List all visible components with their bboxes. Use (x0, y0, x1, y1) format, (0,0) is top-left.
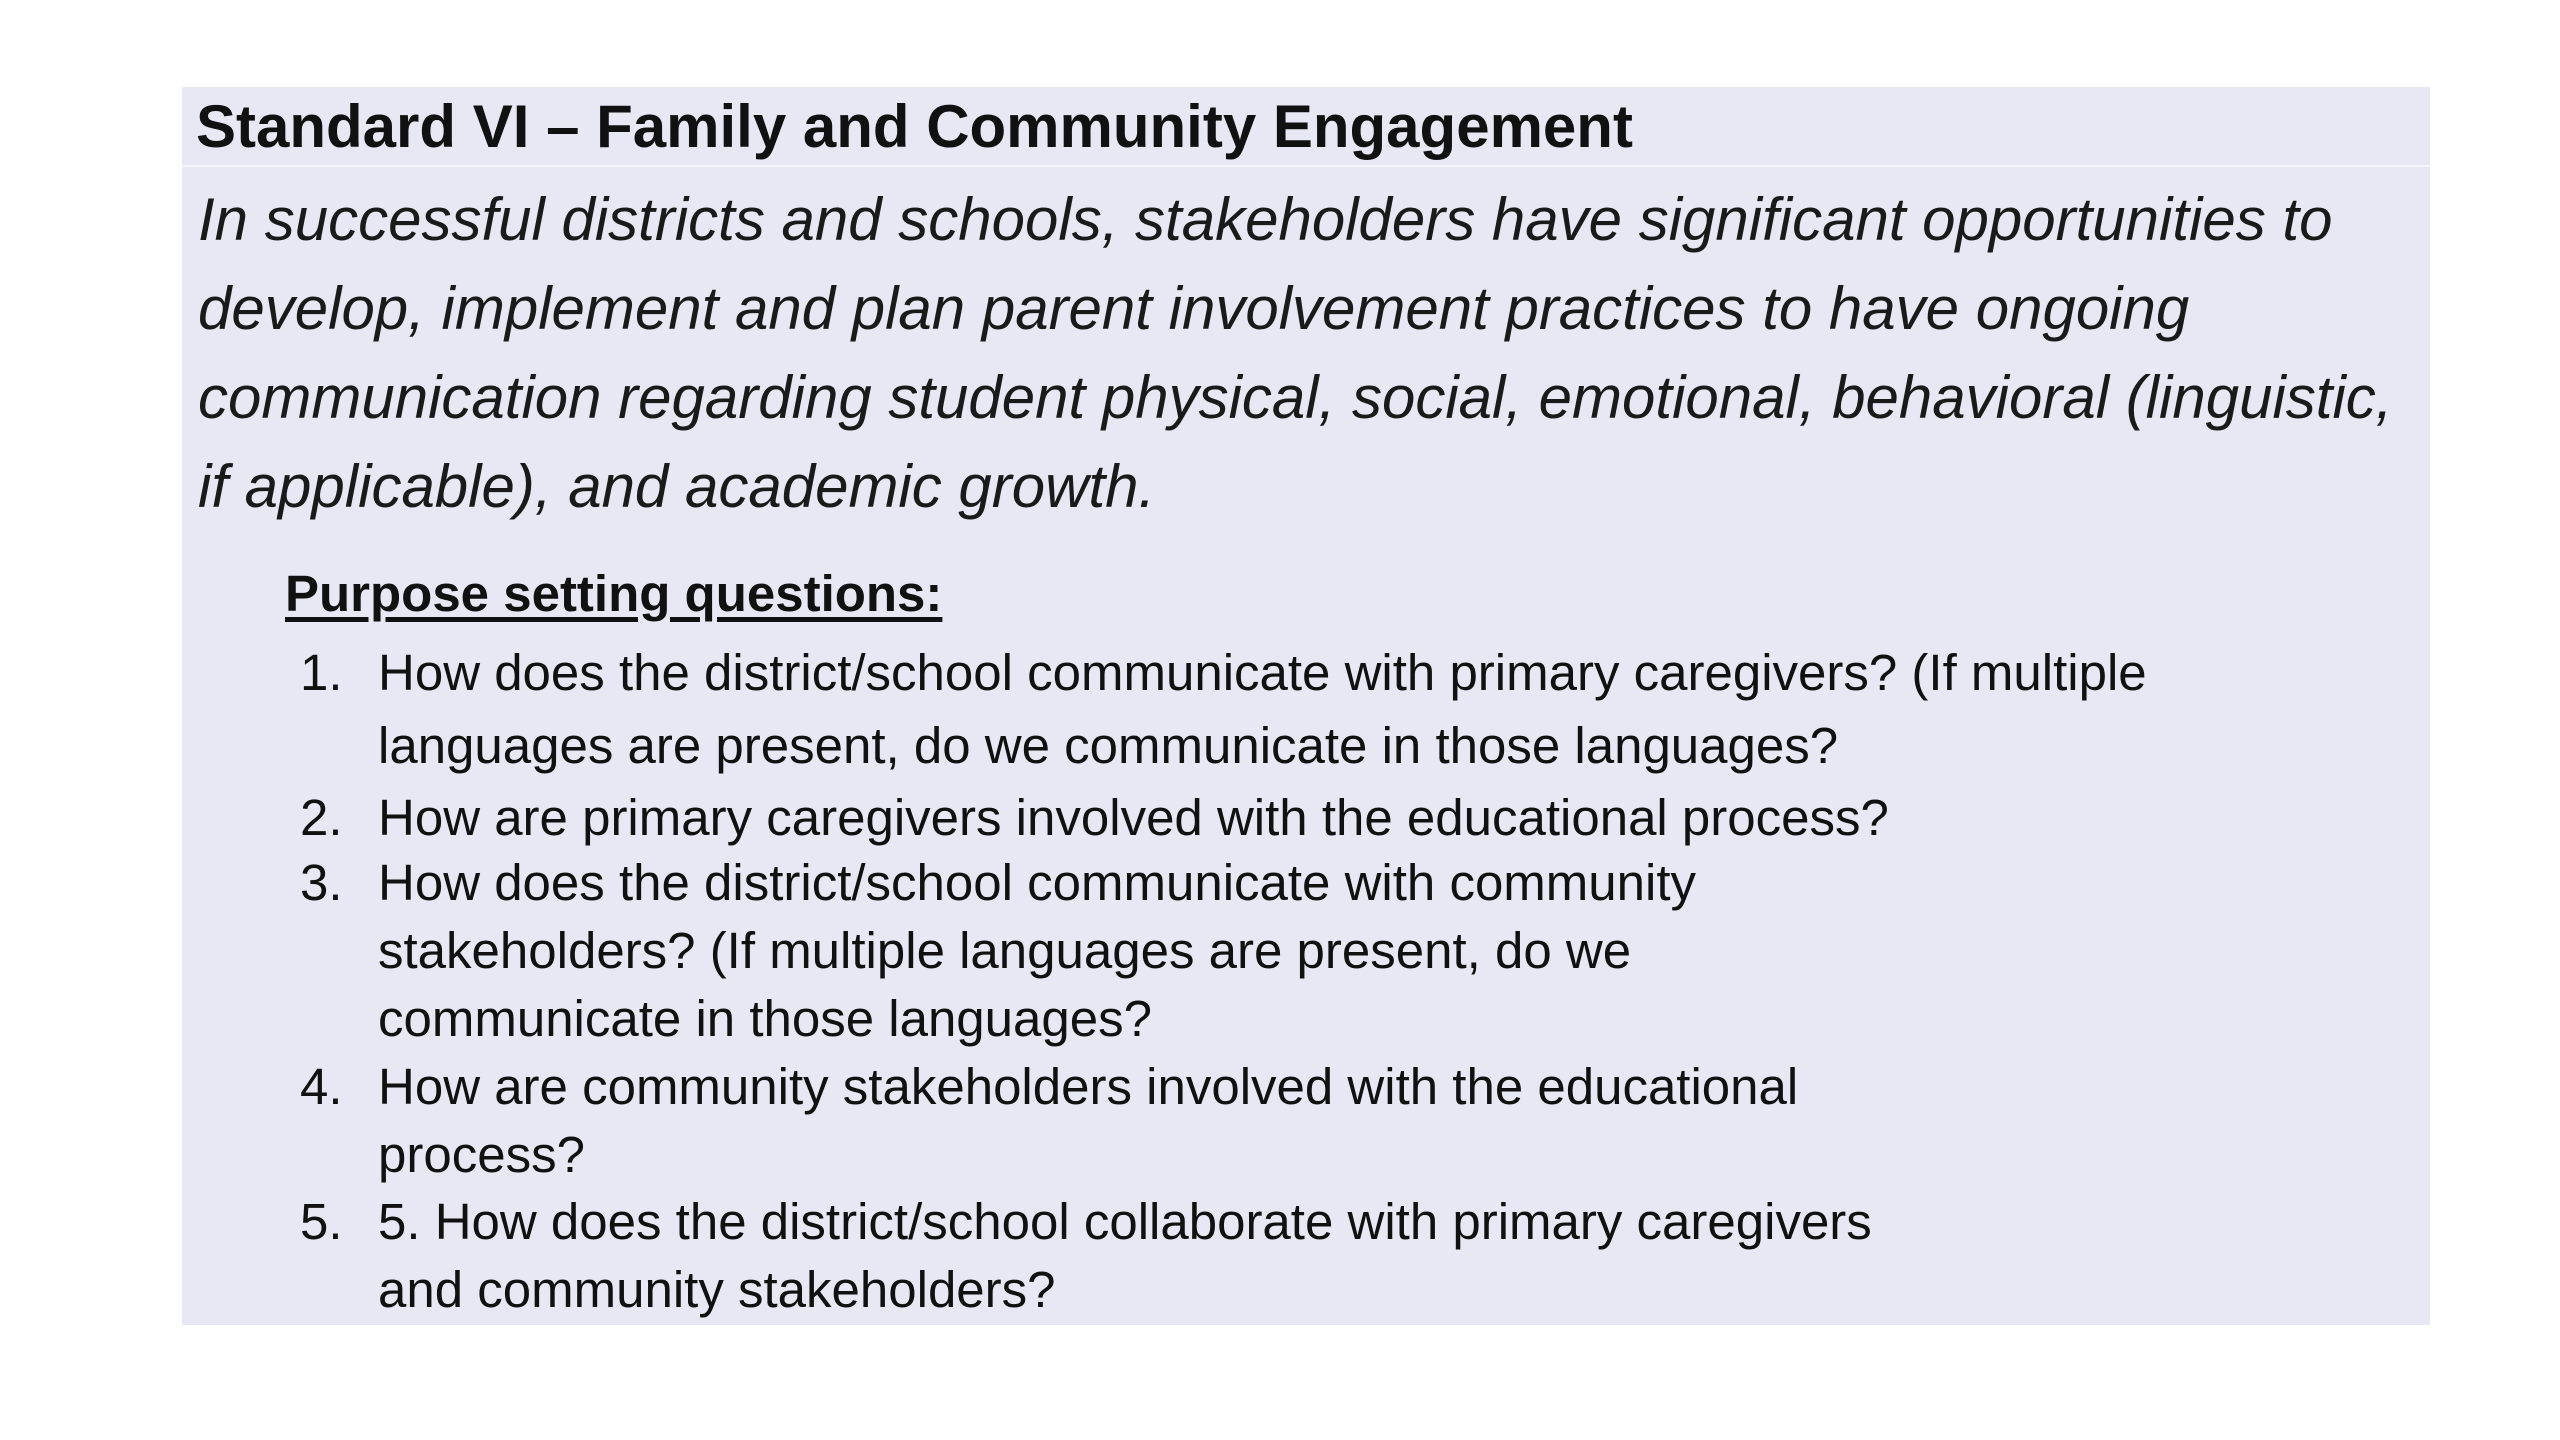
question-text: 5. How does the district/school collaborate with primary caregivers and community stakeholders? (378, 1193, 1872, 1318)
question-text: How are primary caregivers involved with the educational process? (378, 789, 1889, 846)
question-text: How are community stakeholders involved with the educational process? (378, 1058, 1799, 1183)
question-number: 3. (300, 854, 343, 911)
question-number: 2. (300, 789, 343, 846)
intro-statement: In successful districts and schools, stakeholders have significant opportunities to develop, implement and plan parent involvement practices to have ongoing communication regarding student physical, social, emotional, behavioral (linguistic, if applicable), and academic growth. (198, 186, 2393, 520)
standard-panel (182, 87, 2430, 1325)
question-number: 1. (300, 644, 343, 701)
question-text: How does the district/school communicate with community stakeholders? (If multiple languages are present, do we communicate in those languages? (378, 854, 1697, 1047)
question-number: 5. (300, 1193, 343, 1250)
question-number: 4. (300, 1058, 343, 1115)
section-title: Standard VI – Family and Community Engagement (196, 93, 1633, 160)
purpose-heading: Purpose setting questions: (285, 565, 943, 622)
question-text: How does the district/school communicate with primary caregivers? (If multiple languages are present, do we communicate in those languages? (378, 644, 2147, 774)
title-bar (182, 87, 2430, 167)
